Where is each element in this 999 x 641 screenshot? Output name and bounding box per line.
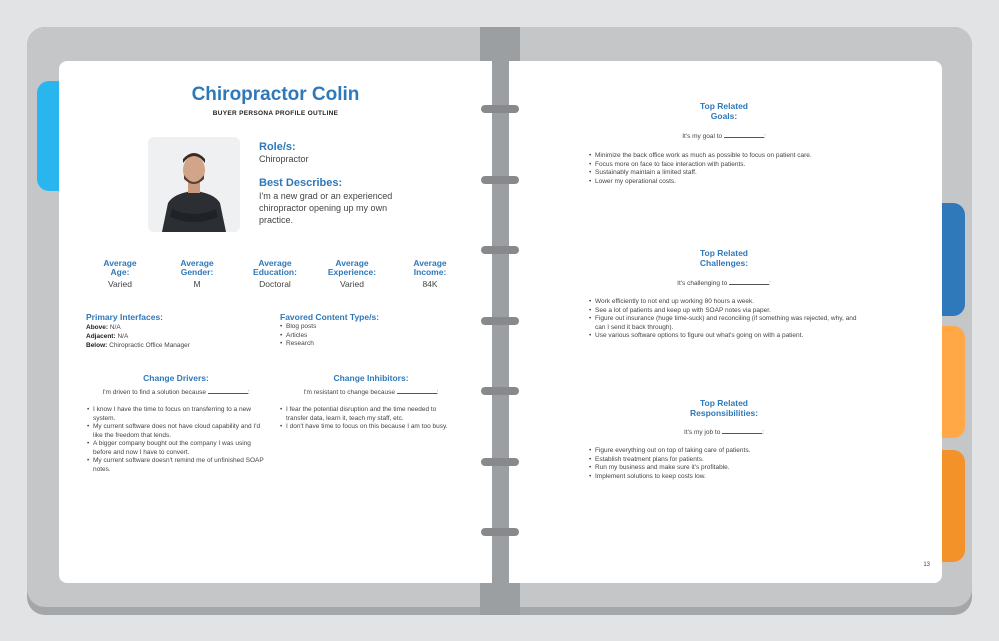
heading-line: Top Related <box>699 101 748 111</box>
heading-line: Top Related <box>699 398 748 408</box>
prompt-text: I'm resistant to change because <box>303 389 395 396</box>
list-item: • Articles <box>286 332 316 341</box>
stat-label: Average <box>103 258 137 268</box>
content-types-list <box>280 323 316 349</box>
stat-value: Varied <box>108 279 132 289</box>
list-item: • Lower my operational costs. <box>595 178 919 187</box>
stat-label: Gender: <box>180 267 214 277</box>
prompt-text: It's challenging to <box>677 280 728 287</box>
list-item: • Focus more on face to face interaction with patients. <box>595 161 919 170</box>
below-label: Below: <box>86 342 108 349</box>
role-value: Chiropractor <box>259 154 309 164</box>
change-drivers-list <box>87 406 265 474</box>
blank-line <box>724 132 764 138</box>
binder-ring <box>481 528 519 536</box>
stat-label: Average <box>180 258 214 268</box>
stat-value: 84K <box>422 279 438 289</box>
goals-prompt: It's my goal to : <box>682 133 766 140</box>
stat-label: Income: <box>413 267 447 277</box>
stat-value: M <box>193 279 201 289</box>
binder-ring <box>481 458 519 466</box>
list-item: • I fear the potential disruption and the time needed to transfer data, learn it, teach my staff, etc. <box>286 406 460 423</box>
list-item: • Research <box>286 340 316 349</box>
heading-line: Goals: <box>710 111 738 121</box>
list-item: • Implement solutions to keep costs low. <box>595 473 919 482</box>
blank-line <box>208 388 248 394</box>
prompt-text: It's my goal to <box>682 133 723 140</box>
challenges-prompt: It's challenging to : <box>677 280 771 287</box>
adjacent-value: N/A <box>117 333 129 340</box>
stat-label: Average <box>258 258 292 268</box>
adjacent-label: Adjacent: <box>86 333 116 340</box>
persona-subtitle: BUYER PERSONA PROFILE OUTLINE <box>212 110 339 117</box>
list-item: • I know I have the time to focus on transferring to a new system. <box>93 406 265 423</box>
list-item: • A bigger company bought out the company I was using before and now I have to convert. <box>93 440 265 457</box>
binder-ring <box>481 246 519 254</box>
list-item: • Minimize the back office work as much as possible to focus on patient care. <box>595 152 919 161</box>
responsibilities-heading <box>639 398 809 418</box>
above-value: N/A <box>109 324 121 331</box>
list-item: • Sustainably maintain a limited staff. <box>595 169 919 178</box>
binder-ring <box>481 317 519 325</box>
list-item: • I don't have time to focus on this because I am too busy. <box>286 423 460 432</box>
list-item: • Use various software options to figure out what's going on with a patient. <box>595 332 859 341</box>
blank-line <box>729 279 769 285</box>
persona-title: Chiropractor Colin <box>191 84 360 105</box>
stat-income <box>400 259 460 289</box>
best-describes-heading: Best Describes: <box>259 177 343 189</box>
list-item: • Figure everything out on top of taking care of patients. <box>595 447 919 456</box>
change-inhibitors-prompt: I'm resistant to change because : <box>303 389 439 396</box>
heading-line: Challenges: <box>699 258 749 268</box>
persona-photo <box>148 137 240 232</box>
primary-interfaces-list <box>86 323 190 350</box>
page-number: 13 <box>923 562 930 568</box>
stat-label: Average <box>335 258 369 268</box>
content-types-heading: Favored Content Type/s: <box>280 312 380 322</box>
stat-value: Doctoral <box>259 279 291 289</box>
list-item: • Work efficiently to not end up working 80 hours a week. <box>595 298 859 307</box>
stat-value: Varied <box>340 279 364 289</box>
goals-heading <box>639 101 809 121</box>
stat-gender <box>167 259 227 289</box>
responsibilities-list <box>589 447 919 481</box>
list-item: • Figure out insurance (huge time-suck) and reconciling (if something was rejected, why, and can I send it back through). <box>595 315 859 332</box>
change-inhibitors-heading: Change Inhibitors: <box>333 373 409 383</box>
role-heading: Role/s: <box>259 141 296 153</box>
prompt-text: It's my job to <box>684 429 721 436</box>
best-describes-value: I'm a new grad or an experienced chiropractor opening up my own practice. <box>259 191 393 225</box>
left-page <box>59 61 492 583</box>
change-drivers-heading: Change Drivers: <box>143 373 209 383</box>
heading-line: Responsibilities: <box>689 408 758 418</box>
stat-label: Education: <box>253 267 297 277</box>
prompt-text: I'm driven to find a solution because <box>102 389 206 396</box>
list-item: • See a lot of patients and keep up with SOAP notes via paper. <box>595 307 859 316</box>
change-drivers-prompt: I'm driven to find a solution because : <box>102 389 250 396</box>
goals-list <box>589 152 919 186</box>
challenges-list <box>589 298 859 341</box>
responsibilities-prompt: It's my job to : <box>684 429 764 436</box>
binder-ring <box>481 387 519 395</box>
list-item: • My current software doesn't remind me of unfinished SOAP notes. <box>93 457 265 474</box>
stat-label: Age: <box>110 267 130 277</box>
right-page <box>509 61 942 583</box>
list-item: • Blog posts <box>286 323 316 332</box>
below-value: Chiropractic Office Manager <box>109 342 190 349</box>
list-item: • Establish treatment plans for patients. <box>595 456 919 465</box>
binder-ring <box>481 176 519 184</box>
stat-age <box>90 259 150 289</box>
blank-line <box>397 388 437 394</box>
stat-education <box>245 259 305 289</box>
heading-line: Top Related <box>699 248 748 258</box>
stat-experience <box>322 259 382 289</box>
stat-label: Average <box>413 258 447 268</box>
above-label: Above: <box>86 324 109 331</box>
list-item: • My current software does not have cloud capability and I'd like the freedom that lends. <box>93 423 265 440</box>
primary-interfaces-heading: Primary Interfaces: <box>86 312 164 322</box>
challenges-heading <box>639 248 809 268</box>
stat-label: Experience: <box>327 267 377 277</box>
change-inhibitors-list <box>280 406 460 432</box>
binder-ring <box>481 105 519 113</box>
blank-line <box>722 428 762 434</box>
list-item: • Run my business and make sure it's profitable. <box>595 464 919 473</box>
